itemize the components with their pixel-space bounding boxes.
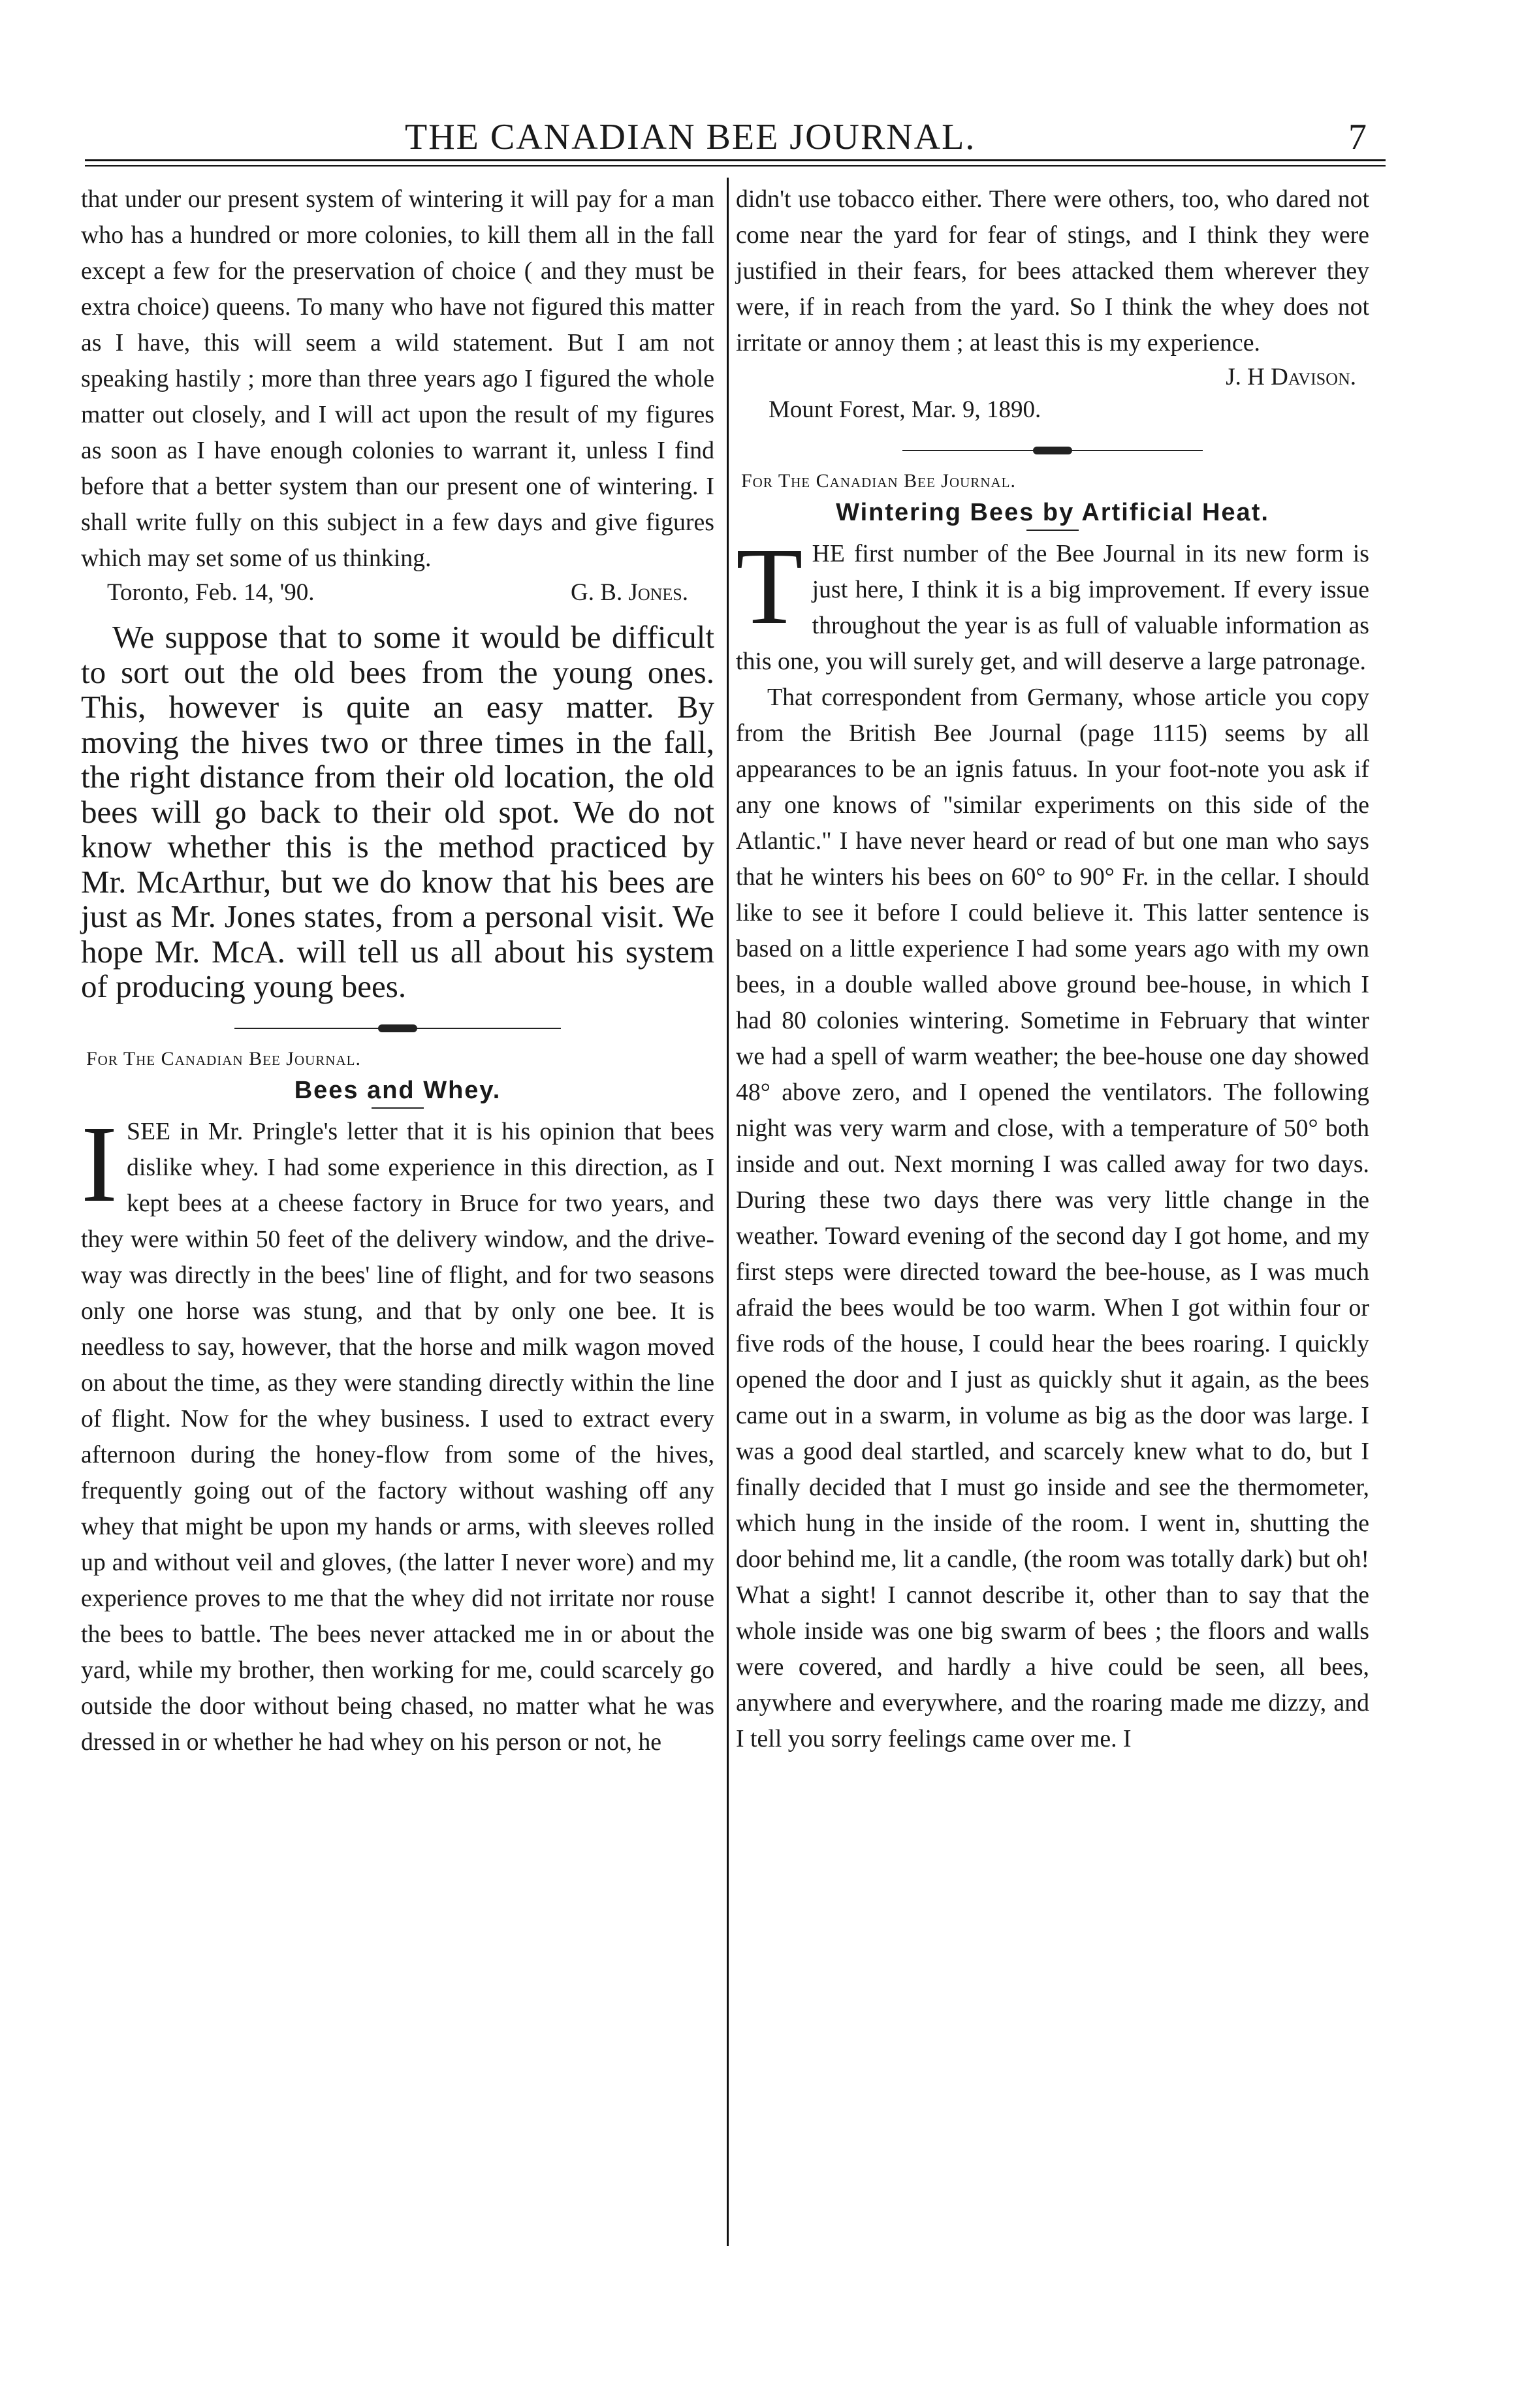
wintering-body <box>736 526 1369 1757</box>
wintering-title-rule <box>1026 530 1079 531</box>
wintering-paragraph-2: That correspondent from Germany, whose article you copy from the British Bee Journal (page 1115) seems by all appearances to be an ignis fatuus. In your foot-note you ask if any one knows of "similar experiments on this side of the Atlantic." I have never heard or read of but one man who says that he winters his bees on 60° to 90° Fr. in the cellar. I should like to see it before I could believe it. This latter sentence is based on a little experience I had some years ago with my own bees, in a double walled above ground bee-house, in which I had 80 colonies wintering. Sometime in February that winter we had a spell of warm weather; the bee-house one day showed 48° above zero, and I opened the ventilators. The following night was very warm and close, with a temperature of 50° both inside and out. Next morning I was called away for two days. During these two days there was very little change in the weather. Toward evening of the second day I got home, and my first steps were directed toward the bee-house, as I was much afraid the bees would be too warm. When I got within four or five rods of the house, I could hear the bees roaring. I quickly opened the door and I just as quickly shut it again, as the bees came out in a swarm, in volume as big as the door was large. I was a good deal startled, and scarcely knew what to do, but I finally decided that I must go inside and see the thermometer, which hung in the inside of the room. I went in, shutting the door behind me, lit a candle, (the room was totally dark) but oh! What a sight! I cannot describe it, other than to say that the whole inside was one big swarm of bees ; the floors and walls were covered, and hardly a hive could be seen, all bees, anywhere and everywhere, and the roaring made me dizzy, and I tell you sorry feelings came over me. I <box>736 684 1369 1752</box>
whey-continued-text: didn't use tobacco either. There were others, too, who dared not come near the yard for fear of stings, and I think they were justified in their fears, for bees attacked them wherever they were, if in reach from the yard. So I think the whey does not irritate or annoy them ; at least this is my experience. <box>736 185 1369 356</box>
bees-whey-for-line: For The Canadian Bee Journal. <box>86 1047 361 1069</box>
bees-whey-title-rule <box>372 1107 424 1109</box>
davison-signature: J. H Davison. <box>1226 364 1356 390</box>
davison-signature-line <box>736 361 1369 394</box>
header-rule-bottom <box>85 165 1386 166</box>
bees-whey-body <box>81 1103 714 1760</box>
wintering-paragraph-1: HE first number of the Bee Journal in its new form is just here, I think it is a big improvement. If every issue throughout the year is as full of valuable information as this one, you will surely get, and will deserve a large patronage. <box>736 540 1369 675</box>
jones-signature: G. B. Jones. <box>571 579 688 606</box>
right-column <box>736 182 1369 1757</box>
header-rule-top <box>85 159 1386 161</box>
jones-letter-text: that under our present system of wintering it will pay for a man who has a hundred or more colonies, to kill them all in the fall except a few for the preservation of choice ( and they must be extra choice) queens. To many who have not figured this matter as I have, this will seem a wild statement. But I am not speaking hastily ; more than three years ago I figured the whole matter out closely, and I will act upon the result of my figures as soon as I have enough colonies to warrant it, unless I find before that a better system than our present one of wintering. I shall write fully on this subject in a few days and give figures which may set some of us thinking. <box>81 185 714 572</box>
wintering-title: Wintering Bees by Artificial Heat. <box>836 499 1269 526</box>
jones-place-date: Toronto, Feb. 14, '90. <box>107 579 315 606</box>
page-number: 7 <box>1348 117 1367 157</box>
editorial-text: We suppose that to some it would be difficult to sort out the old bees from the young ones. This, however is quite an easy matter. By moving the hives two or three times in the fall, the right distance from their old location, the old bees will go back to their old spot. We do not know whether this is the method practiced by Mr. McArthur, but we do know that his bees are just as Mr. Jones states, from a personal visit. We hope Mr. McA. will tell us all about his system of producing young bees. <box>81 619 714 1004</box>
davison-place-date: Mount Forest, Mar. 9, 1890. <box>769 396 1041 423</box>
section-ornament-right <box>736 441 1369 460</box>
bees-whey-title: Bees and Whey. <box>294 1076 501 1104</box>
wintering-dropcap: T <box>736 526 803 647</box>
jones-signature-line <box>81 577 714 609</box>
wintering-for-line: For The Canadian Bee Journal. <box>741 470 1016 492</box>
editorial-note <box>81 620 714 1004</box>
running-header-title: THE CANADIAN BEE JOURNAL. <box>405 117 976 157</box>
left-column <box>81 182 714 1760</box>
bees-whey-dropcap: I <box>81 1103 118 1225</box>
section-ornament <box>81 1019 714 1038</box>
bees-whey-paragraph: SEE in Mr. Pringle's letter that it is his opinion that bees dislike whey. I had some experience in this direction, as I kept bees at a cheese factory in Bruce for two years, and they were within 50 feet of the delivery window, and the drive-way was directly in the bees' line of flight, and for two seasons only one horse was stung, and that by only one bee. It is needless to say, however, that the horse and milk wagon moved on about the time, as they were standing directly within the line of flight. Now for the whey business. I used to extract every afternoon during the honey-flow from some of the hives, frequently going out of the factory without washing off any whey that might be upon my hands or arms, with sleeves rolled up and without veil and gloves, (the latter I never wore) and my experience proves to me that the whey did not irritate nor rouse the bees to battle. The bees never attacked me in or about the yard, while my brother, then working for me, could scarcely go outside the door without being chased, no matter what he was dressed in or whether he had whey on his person or not, he <box>81 1117 714 1756</box>
column-divider <box>727 178 729 2246</box>
